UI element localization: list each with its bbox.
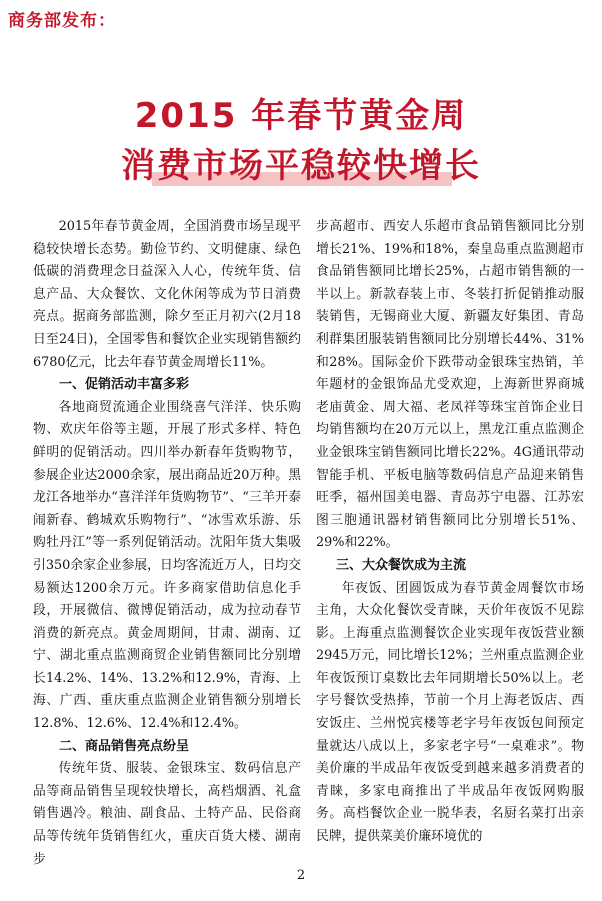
left-column (33, 216, 301, 871)
section-heading-dining: 三、大众餐饮成为主流 (336, 557, 467, 573)
headline-line-1: 2015 年春节黄金周 (134, 96, 468, 136)
section-heading-promotions: 一、促销活动丰富多彩 (59, 377, 190, 393)
page-number: 2 (296, 868, 306, 883)
headline-line-2: 消费市场平稳较快增长 (121, 146, 481, 186)
goods-sales-paragraph: 传统年货、服装、金银珠宝、数码信息产品等商品销售呈现较快增长，高档烟酒、礼盒销售遇冷。粮油、副食品、土特产品、民俗商品等传统年货销售红火，重庆百货大楼、湖南步 (33, 761, 301, 867)
intro-paragraph: 2015年春节黄金周，全国消费市场呈现平稳较快增长态势。勤俭节约、文明健康、绿色低碳的消费理念日益深入人心，传统年货、信息产品、大众餐饮、文化休闲等成为节日消费亮点。据商务部监测，除夕至正月初六(2月18日至24日)，全国零售和餐饮企业实现销售额约6780亿元，比去年春节黄金周增长11%。 (33, 219, 301, 370)
dining-paragraph: 年夜饭、团圆饭成为春节黄金周餐饮市场主角，大众化餐饮受青睐，天价年夜饭不见踪影。上海重点监测餐饮企业实现年夜饭营业额2945万元，同比增长12%；兰州重点监测企业年夜饭预订桌数比去年同期增长50%以上。老字号餐饮受热捧，节前一个月上海老饭店、西安饭庄、兰州悦宾楼等老字号年夜饭包间预定量就达八成以上，多家老字号“一桌难求”。物美价廉的半成品年夜饭受到越来越多消费者的青睐，多家电商推出了半成品年夜饭网购服务。高档餐饮企业一脱华表，名厨名菜打出亲民牌，提供菜美价廉环境优的 (316, 580, 584, 845)
promotions-paragraph: 各地商贸流通企业围绕喜气洋洋、快乐购物、欢庆年俗等主题，开展了形式多样、特色鲜明的促销活动。四川举办新春年货购物节，参展企业达2000余家，展出商品近20万种。黑龙江各地举办“喜洋洋年货购物节”、“三羊开泰闹新春、鹤城欢乐购物行”、“冰雪欢乐游、乐购牡丹江”等一系列促销活动。沈阳年货大集吸引350余家企业参展，日均客流近万人，日均交易额达1200余万元。许多商家借助信息化手段，开展微信、微博促销活动，成为拉动春节消费的新亮点。黄金周期间，甘肃、湖南、辽宁、湖北重点监测商贸企业销售额同比分别增长14.2%、14%、13.2%和12.9%，青海、上海、广西、重庆重点监测企业销售额分别增长12.8%、12.6%、12.4%和12.4%。 (33, 399, 301, 732)
goods-sales-continued-paragraph: 步高超市、西安人乐超市食品销售额同比分别增长21%、19%和18%，秦皇岛重点监测超市食品销售额同比增长25%，占超市销售额的一半以上。新款春装上市、冬装打折促销推动服装销售，无锡商业大厦、新疆友好集团、青岛利群集团服装销售额同比分别增长44%、31%和28%。国际金价下跌带动金银珠宝热销，羊年题材的金银饰品尤受欢迎，上海新世界商城老庙黄金、周大福、老凤祥等珠宝首饰企业日均销售额均在20万元以上，黑龙江重点监测企业金银珠宝销售额同比增长22%。4G通讯带动智能手机、平板电脑等数码信息产品迎来销售旺季，福州国美电器、青岛苏宁电器、江苏宏图三胞通讯器材销售额同比分别增长51%、29%和22%。 (316, 219, 584, 551)
source-label: 商务部发布： (8, 11, 116, 31)
right-column (316, 216, 584, 849)
section-heading-goods-sales: 二、商品销售亮点纷呈 (59, 738, 190, 754)
